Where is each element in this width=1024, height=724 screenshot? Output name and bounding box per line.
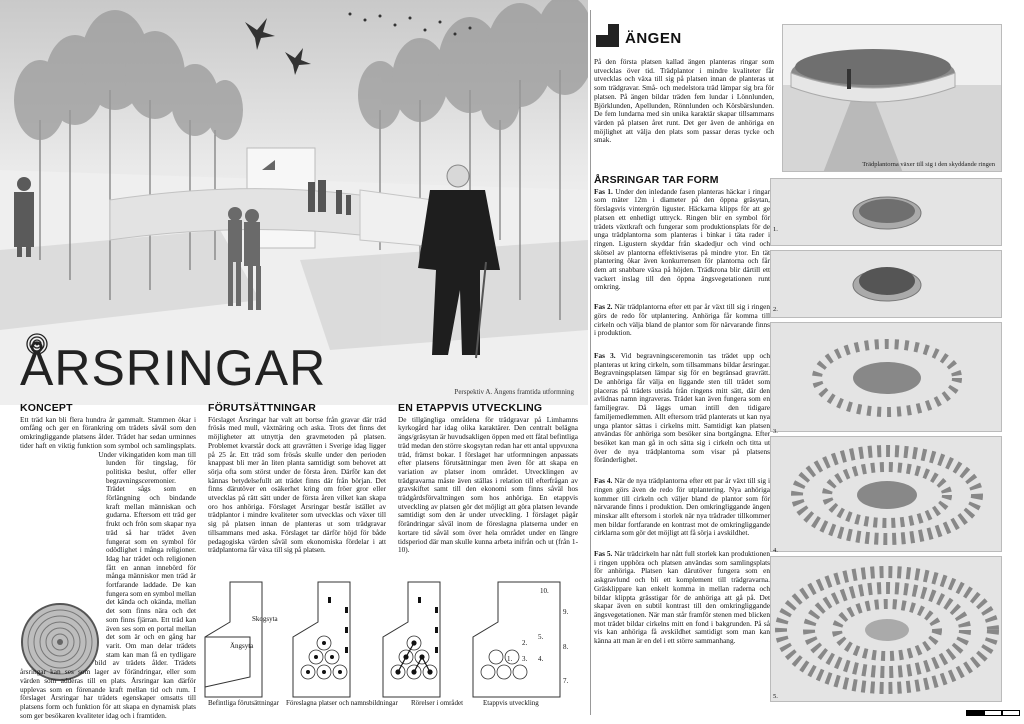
phase-4-label: Fas 4. bbox=[594, 476, 613, 486]
phase-3 bbox=[594, 352, 770, 465]
phase-3-text: Vid begravningsceremonin tas trädet upp och planteras ut kring cirkeln, som tillsammans bildar årsringar. Begravningsplatsen lämpar sig för en begränsad gravrätt. De anhöriga får välja en liggande sten till trädet som placeras på trädets utsida från ringens mitt sätt, där den avlidnas namn ingraveras. Trädet kan även fungera som en familjegrav. Då läggs urnan intill den tidigare familjemedlemmen. Allt eftersom träd planterats ut kan nya unga plantor sättas i cirkelns mitt. Samtidigt kan platsen användas för anhöriga som besöker sina bortgångna. Efter besöket kan man gå in och sätta sig i cirkeln och titta ut över de nya trädplantorna som visar på platsens föränderlighet. bbox=[594, 350, 770, 465]
phase-5-text: När trädcirkeln har nått full storlek kan produktionen i ringen upphöra och platsen användas som samlingsplats för anhöriga. Platsen kan därutöver fungera som en askgravlund och bli ett komplement till trädgravarna. Gräsklippare kan enkelt komma in mellan raderna och bildar klippta grässtigar för de anhöriga att gå på. Det skapar även en subtil kontrast till den omkringliggande ängsvegetationen. När man står framför stenen med blicken mot trädet bildar cirkelns mitt en fond i bakgrunden. På så vis kan anhöriga få avskildhet samtidigt som man kan känna att man är en del i ett större sammanhang. bbox=[594, 549, 770, 646]
koncept-section bbox=[20, 404, 196, 720]
phase-4-text: När de nya trädplantorna efter ett par år växt till sig i ringen görs även de redo för utplantering. Nya anhöriga kommer till cirkeln och väljer bland de plantor som för närvarande finns i produktion. Den omkringliggande ängen minskar allt eftersom i storlek när nya trädrader tillkommer men bildar fortfarande en kontrast mot de omkringliggande cirklarna som gör det möjligt att få sörja i avskildhet. bbox=[594, 476, 771, 538]
plan-area-angsyta: Ängsyta bbox=[230, 642, 254, 650]
plan-number-1: 1. bbox=[507, 655, 513, 663]
phase-number-5: 5. bbox=[773, 693, 778, 700]
angen-render-caption: Trädplantorna växer till sig i den skyddande ringen bbox=[862, 161, 995, 168]
plan-number-3: 3. bbox=[522, 655, 528, 663]
page-title: ÅRSRINGAR bbox=[20, 340, 327, 396]
phase-1 bbox=[594, 188, 770, 292]
phase-number-3: 3. bbox=[773, 428, 778, 435]
plan-number-8: 8. bbox=[563, 643, 569, 651]
plan-caption-rorelser: Rörelser i området bbox=[411, 699, 464, 707]
arsringar-form-heading: ÅRSRINGAR TAR FORM bbox=[594, 174, 719, 186]
etappvis-text: De tillgängliga områdena för trädgravar på Limhamns kyrkogård har idag olika karaktärer. Den centralt belägna ängs/gräsytan är huvudsakligen öppen med ett fåtal befintliga träd medan den större skogsytan redan har ett antal uppvuxna träd, främst bokar. I förslaget har utformningen anpassats efter platsens förutsättningar men även för att skapa en variation av platser inom området. Utvecklingen av trädgravarna måste även ställas i relation till efterfrågan av gravskiftet samt till den ekonomi som finns såväl hos trädgårdsförvaltningen som hos anhöriga. En etappvis utveckling av platsen gör det möjligt att göra platsen levande samtidigt som den är under utveckling. I förslaget pågår förändringar såväl inom de föreslagna platserna under en kortare tid såväl som över hela området under en längre tidsperiod där man skulle kunna arbeta inifrån och ut (från 1-10). bbox=[398, 414, 578, 555]
phase-5-label: Fas 5. bbox=[594, 549, 613, 559]
koncept-text: Ett träd kan bli flera hundra år gammalt. Stammen ökar i omfång och ger en förankring om trädets såväl som den omkringliggande platsens ålder. Trädet har sedan urminnes tider haft en viktig funktion som symbol och samlingsplats. Under vikingatiden kom man till lunden för tingslag, för politiska beslut, offer eller begravningsceremonier. Trädet sågs som en förlängning och bindande kraft mellan människan och gudarna. Eftersom ett träd ger frukt och frön som skapar nya träd så har trädet även fungerat som en symbol för odödlighet i många religioner. Idag har trädet och religionen fått en annan innebörd för många människor men träd är fortfarande laddade. De kan fungera som en symbol mellan det kända och okända, mellan det som finns nära och det som finns fjärran. Ett träd kan även ses som en portal mellan det som är och en gång har varit. Om man delar trädets stam kan man få en tydligare bild av trädets ålder. Trädets årsringar kan ses som lager av förändringar, eller som värden som adderas till en plats. Årsringar kan därför upplevas som en förenande kraft mellan tid och rum. I förslaget Årsringar har trädets egenskaper omsatts till platsens form och funktion för att skapa en dynamisk plats som ger besökaren kvaliteter idag och i framtiden. bbox=[20, 414, 196, 720]
plan-number-10: 10. bbox=[540, 587, 549, 595]
forutsattningar-text: Förslaget Årsringar har valt att bortse från gravar där träd frösås med mull, växtnäring och aska. Trots det finns det möjligheter att utnyttja den gravmetoden på platsen. Problemet kvarstår dock att gravrätten i Sverige idag ligger på 25 år. Ett träd som frösås skulle under den perioden knappast bli mer än liten planta samtidigt som behovet att sörja ofta som störst under de första åren. Därför kan det kännas betydelsefullt att trädet finns där från början. Det finns därutöver en osäkerhet kring om fröer gror eller utvecklas på rätt sätt under de första åren vilket kan skapa oro hos anhöriga. Förslaget Årsringar består istället av trädplantor i mindre kvaliteter som utvecklas och växer till sig på platsen innan de planteras ut som trädgravar tillsammans med aska. Förslaget tar därför höjd för både pedagogiska värden såväl som ekonomiska fördelar i att trädplantorna får växa till sig på platsen. bbox=[208, 414, 386, 555]
phase-number-2: 2. bbox=[773, 306, 778, 313]
phase-4-render bbox=[770, 436, 1002, 552]
koncept-heading: KONCEPT bbox=[20, 402, 73, 414]
forutsattningar-section bbox=[208, 404, 386, 555]
angen-section bbox=[594, 58, 774, 145]
plan-area-skogsyta: Skogsyta bbox=[252, 615, 278, 623]
column-divider bbox=[590, 10, 591, 715]
phase-2-text: När trädplantorna efter ett par år växt till sig i ringen görs de redo för utplantering. Anhöriga får komma till cirkeln och välja bland de plantor som för närvarande finns i produktion. bbox=[594, 302, 770, 338]
angen-text: På den första platsen kallad ängen planteras ringar som utvecklas över tid. Trädplantor i mindre kvaliteter får utvecklas och växa till sig på platsen innan de planteras ut som trädgravar. Små- och medelstora träd lämpar sig bra för platsen. På ängen bildar träden fem lundar i Lönnlunden, Björklunden, Apellunden, Rönnlunden och Körsbärslunden. De fem lundarna med sin unika karaktär skapar tillsammans värden på platsen året runt. Det ger även de anhöriga en möjlighet att välja den plats som passar deras tycke och smak. bbox=[594, 57, 774, 145]
phase-2-label: Fas 2. bbox=[594, 302, 613, 312]
plan-number-5: 5. bbox=[538, 633, 544, 641]
phase-1-text: Under den inledande fasen planteras häckar i ringar som mäter 12m i diameter på den öppna gräsytan, förslagsvis vintergrön liguster. Häckarna klipps för att ge platsen ett enhetligt uttryck. Ringen blir en symbol för trädets växtkraft och fungerar som produktionsplats för de unga trädplantorna som planteras i binkar i täta rader i ringen. Ligustern skyddar från skadedjur och vind och skötsel av plantorna effektiviseras på mindre ytor. En tät plantering ökar även konkurrensen för plantorna och får dem att snabbare växa på höjden. Trädkrona blir därtill ett vackert inslag till den öppna ängsvegetationen runt omkring. bbox=[594, 186, 771, 292]
plan-number-2: 2. bbox=[522, 639, 528, 647]
plan-caption-etappvis: Etappvis utveckling bbox=[483, 699, 539, 707]
phase-number-4: 4. bbox=[773, 547, 778, 554]
phase-5 bbox=[594, 550, 770, 646]
phase-2-render bbox=[770, 250, 1002, 318]
angen-heading: ÄNGEN bbox=[625, 30, 682, 47]
phase-3-label: Fas 3. bbox=[594, 350, 616, 360]
plan-number-4: 4. bbox=[538, 655, 544, 663]
etappvis-heading: EN ETAPPVIS UTVECKLING bbox=[398, 402, 543, 414]
page-indicator bbox=[966, 710, 1020, 716]
phase-2 bbox=[594, 303, 770, 338]
angen-render bbox=[782, 24, 1002, 172]
angen-step-icon bbox=[594, 22, 620, 48]
forutsattningar-heading: FÖRUTSÄTTNINGAR bbox=[208, 402, 316, 414]
plan-number-7: 7. bbox=[563, 677, 569, 685]
arsringar-form-section bbox=[594, 176, 770, 646]
plan-number-9: 9. bbox=[563, 608, 569, 616]
site-plans bbox=[200, 577, 590, 702]
etappvis-section bbox=[398, 404, 578, 555]
phase-1-render bbox=[770, 178, 1002, 246]
plan-caption-foreslagna: Föreslagna platser och namnsbildningar bbox=[286, 699, 398, 707]
plan-caption-befintliga: Befintliga förutsättningar bbox=[208, 699, 279, 707]
phase-number-1: 1. bbox=[773, 226, 778, 233]
phase-1-label: Fas 1. bbox=[594, 186, 613, 196]
phase-3-render bbox=[770, 322, 1002, 432]
hero-caption: Perspektiv A. Ängens framtida utformning bbox=[454, 388, 574, 396]
phase-5-render bbox=[770, 556, 1002, 702]
phase-4 bbox=[594, 477, 770, 538]
